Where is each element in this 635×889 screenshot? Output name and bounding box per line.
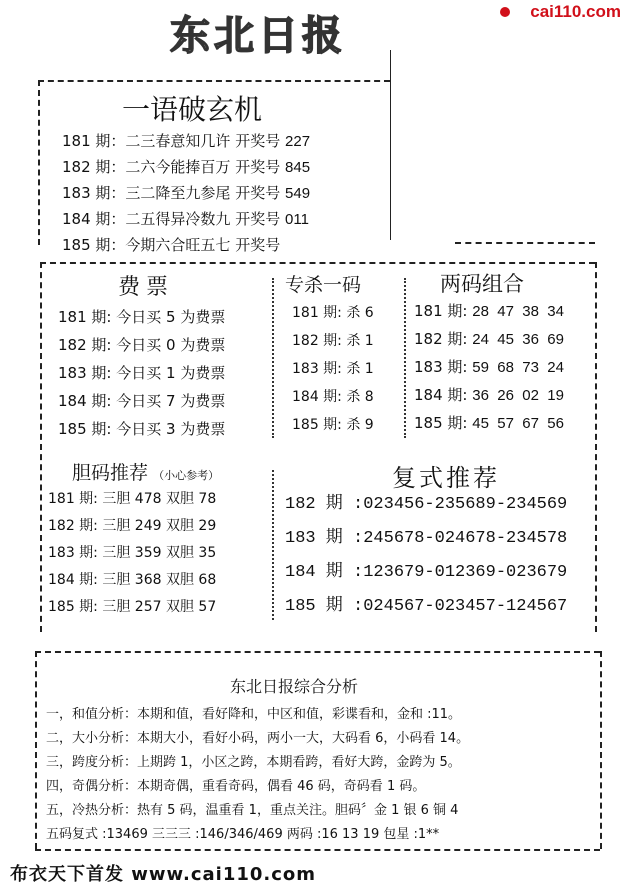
list-item: 185 期 :024567-023457-124567: [285, 597, 568, 616]
section-danma-header: [72, 458, 219, 485]
list-item: 181 期: 三胆 478 双胆 78: [48, 491, 217, 507]
divider-v1: [272, 278, 274, 438]
list-item: 一，和值分析：本期和值，看好降和，中区和值，彩谍看和，金和 :11。: [46, 707, 462, 722]
list-item: 二，大小分析：本期大小，看好小码，两小一大，大码看 6，小码看 14。: [46, 731, 470, 746]
section-zhuansha-title: 专杀一码: [285, 274, 362, 296]
divider-v3: [272, 470, 274, 620]
list-item: 三，跨度分析：上期跨 1，小区之跨，本期看跨，看好大跨，金跨为 5。: [46, 755, 461, 770]
list-item: 183 期: 今日买 1 为费票: [58, 364, 226, 382]
list-item: 183 期：三二降至九参尾 开奖号 549: [62, 184, 311, 202]
site-url-bottom[interactable]: 布衣天下首发 www.cai110.com: [10, 864, 317, 885]
frame-left-lower: [40, 262, 42, 632]
section-fushi-title: 复式推荐: [392, 464, 500, 492]
list-item: 185 期: 今日买 3 为费票: [58, 420, 226, 438]
list-item: 182 期: 三胆 249 双胆 29: [48, 518, 217, 534]
frame-analysis-top: [35, 651, 600, 653]
list-item: 184 期: 36 26 02 19: [414, 386, 564, 404]
frame-right: [595, 262, 597, 632]
list-item: 183 期: 杀 1: [292, 361, 374, 377]
site-url-top[interactable]: cai110.com: [530, 2, 621, 21]
list-item: 184 期：二五得异冷数九 开奖号 011: [62, 210, 309, 228]
frame-top: [38, 80, 390, 82]
list-item: 182 期: 杀 1: [292, 333, 374, 349]
masthead: 东北日报: [170, 12, 346, 59]
section-danma-title: 胆码推荐: [72, 462, 149, 484]
list-item: 182 期: 24 45 36 69: [414, 330, 564, 348]
frame-analysis-bottom: [35, 849, 600, 851]
list-item: 184 期: 三胆 368 双胆 68: [48, 572, 217, 588]
list-item: 181 期：二三春意知几许 开奖号 227: [62, 132, 311, 150]
section-yiyu-title: 一语破玄机: [122, 93, 263, 126]
frame-analysis-right: [600, 651, 602, 849]
site-logo-icon: [500, 7, 510, 17]
list-item: 184 期: 杀 8: [292, 389, 374, 405]
list-item: 183 期: 59 68 73 24: [414, 358, 564, 376]
danma-note: （小心参考）: [153, 469, 220, 482]
list-item: 184 期 :123679-012369-023679: [285, 563, 568, 582]
list-item: 181 期: 今日买 5 为费票: [58, 308, 226, 326]
list-item: 182 期: 今日买 0 为费票: [58, 336, 226, 354]
section-feipiao-title: 费票: [118, 275, 175, 300]
list-item: 183 期: 三胆 359 双胆 35: [48, 545, 217, 561]
frame-left-top: [38, 80, 40, 245]
list-item: 四，奇偶分析：本期奇偶，重看奇码，偶看 46 码，奇码看 1 码。: [46, 779, 426, 794]
list-item: 184 期: 今日买 7 为费票: [58, 392, 226, 410]
analysis-title: 东北日报综合分析: [230, 677, 359, 696]
list-item: 181 期: 杀 6: [292, 305, 374, 321]
list-item: 181 期: 28 47 38 34: [414, 302, 564, 320]
list-item: 182 期 :023456-235689-234569: [285, 495, 568, 514]
list-item: 五，冷热分析：热有 5 码，温重看 1，重点关注。胆码〞金 1 银 6 铜 4: [46, 803, 459, 818]
frame-analysis-left: [35, 651, 37, 849]
list-item: 183 期 :245678-024678-234578: [285, 529, 568, 548]
divider-v2: [404, 278, 406, 438]
list-item: 185 期: 三胆 257 双胆 57: [48, 599, 217, 615]
frame-mid-right: [455, 242, 595, 244]
frame-right-top: [390, 50, 391, 240]
list-item: 182 期：二六今能捧百万 开奖号 845: [62, 158, 311, 176]
list-item: 185 期: 45 57 67 56: [414, 414, 564, 432]
list-item: 185 期: 杀 9: [292, 417, 374, 433]
list-item: 185 期：今期六合旺五七 开奖号: [62, 236, 281, 254]
frame-mid-left: [40, 262, 595, 264]
section-liangma-title: 两码组合: [440, 272, 524, 296]
list-item: 五码复式 :13469 三三三 :146/346/469 两码 :16 13 19 包星 :1**: [46, 827, 440, 842]
